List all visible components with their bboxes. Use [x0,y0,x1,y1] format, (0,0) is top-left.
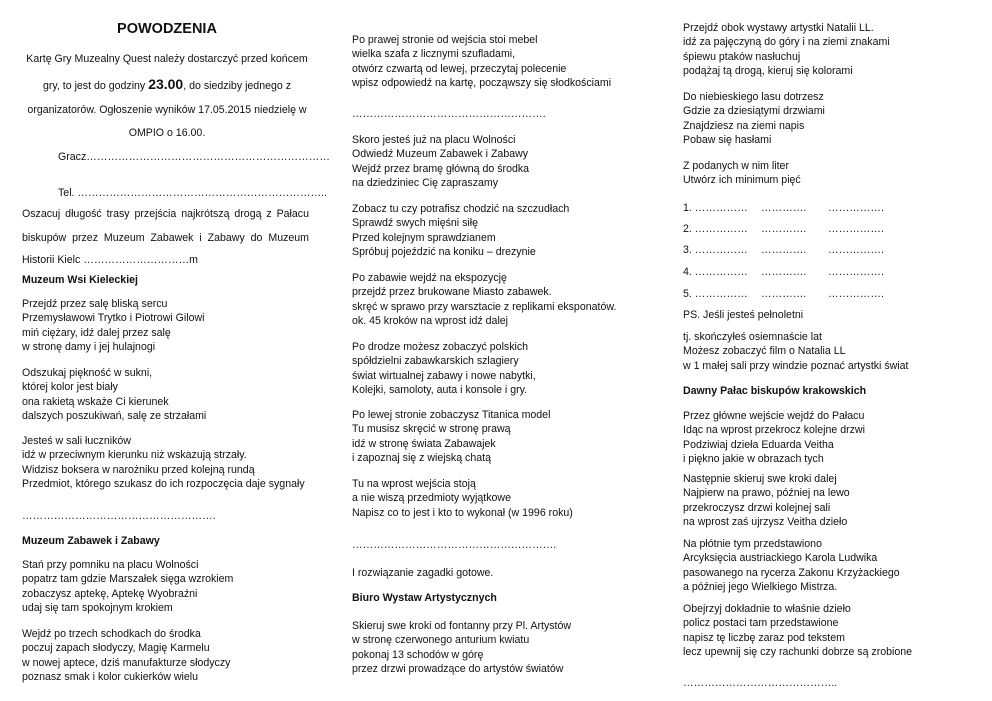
intro-line-3: organizatorów. Ogłoszenie wyników 17.05.2015 niedzielę w [27,104,307,116]
paragraph [683,21,890,79]
section-heading-zabawek: Muzeum Zabawek i Zabawy [22,535,160,547]
text-line: Kolejki, samoloty, auta i konsole i gry. [352,384,528,397]
word-blank[interactable]: ……………. [828,202,884,214]
text-line: Do niebieskiego lasu dotrzesz [683,91,824,103]
section-heading-wsi: Muzeum Wsi Kieleckiej [22,274,138,286]
word-blank[interactable]: …………. [761,288,807,300]
text-line: Skoro jesteś już na placu Wolności [352,134,516,146]
paragraph [683,330,909,373]
text-line: ona rakietą wskaże Ci kierunek [22,395,169,408]
text-line: spółdzielni zabawkarskich szlagiery [352,355,519,368]
text-line: policz postaci tam przedstawione [683,617,839,630]
word-answer-row[interactable] [683,243,884,257]
text-line: Jesteś w sali łuczników [22,435,131,447]
text-line: Po lewej stronie zobaczysz Titanica model [352,409,551,421]
solved-note: I rozwiązanie zagadki gotowe. [352,567,494,579]
estimate-line-2: biskupów przez Muzeum Zabawek i Zabawy do Muzeum [22,232,309,244]
word-blank[interactable]: 2. …………… [683,223,748,235]
text-line: Odwiedź Muzeum Zabawek i Zabawy [352,148,529,161]
paragraph [352,619,571,677]
text-line: Tu musisz skręcić w stronę prawą [352,423,511,436]
text-line: Przedmiot, którego szukasz do ich rozpoczęcia daje sygnały [22,478,305,491]
text-line: i piękno jakie w obrazach tych [683,453,824,466]
paragraph [683,602,912,660]
text-line: której kolor jest biały [22,381,118,394]
paragraph [22,366,206,424]
answer-line[interactable]: …………………………………………………. [352,539,557,551]
text-line: Z podanych w nim liter [683,160,789,172]
intro-line-2b: , do siedziby jednego z [183,80,292,92]
text-line: śpiewu ptaków nasłuchuj [683,50,801,63]
text-line: i zapoznaj się z wiejską chatą [352,452,491,465]
text-line: Przejdź obok wystawy artystki Natalii LL. [683,22,874,34]
text-line: Skieruj swe kroki od fontanny przy Pl. Artystów [352,620,572,632]
text-line: idź za pajęczyną do góry i na ziemi znakami [683,36,890,49]
text-line: Zobacz tu czy potrafisz chodzić na szczudłach [352,203,570,215]
page-title: POWODZENIA [117,21,217,37]
text-line: idź w stronę świata Zabawajek [352,437,496,450]
text-line: Widzisz boksera w narożniku przed kolejną rundą [22,463,255,476]
text-line: Utwórz ich minimum pięć [683,174,801,187]
text-line: zobaczysz aptekę, Aptekę Wyobraźni [22,587,198,600]
text-line: Na płótnie tym przedstawiono [683,538,822,550]
text-line: Po drodze możesz zobaczyć polskich [352,341,529,353]
word-blank[interactable]: 3. …………… [683,244,748,256]
paragraph [683,159,801,188]
text-line: idź w przeciwnym kierunku niż wskazują strzały. [22,449,247,462]
word-blank[interactable]: 1. …………… [683,202,748,214]
player-name-field[interactable]: Gracz…………………………………………………………… [58,151,330,163]
text-line: tj. skończyłeś osiemnaście lat [683,331,822,343]
text-line: otwórz czwartą od lewej, przeczytaj polecenie [352,62,567,75]
text-line: skręć w sprawo przy warsztacie z replikami eksponatów. [352,300,617,313]
word-answer-row[interactable] [683,201,884,215]
text-line: Po zabawie wejdź na ekspozycję [352,272,507,284]
text-line: pokonaj 13 schodów w górę [352,648,484,661]
ps-note: PS. Jeśli jesteś pełnoletni [683,309,804,321]
intro-line-2 [22,77,312,93]
text-line: Gdzie za dziesiątymi drzwiami [683,105,825,118]
text-line: wpisz odpowiedź na kartę, począwszy się słodkościami [352,77,612,90]
text-line: przekroczysz drzwi kolejnej sali [683,501,831,514]
paragraph [352,271,616,329]
text-line: Napisz co to jest i kto to wykonał (w 1996 roku) [352,506,573,519]
word-blank[interactable]: …………. [761,202,807,214]
paragraph [22,558,233,616]
word-answer-row[interactable] [683,222,884,236]
text-line: Stań przy pomniku na placu Wolności [22,559,199,571]
text-line: miń ciężary, idź dalej przez salę [22,326,171,339]
text-line: Wejdź po trzech schodkach do środka [22,628,201,640]
text-line: Znajdziesz na ziemi napis [683,119,805,132]
estimate-line-3[interactable]: Historii Kielc …………………………m [22,254,198,266]
text-line: na dziedziniec Cię zapraszamy [352,177,499,190]
text-line: Przemysławowi Trytko i Piotrowi Gilowi [22,312,205,325]
word-blank[interactable]: 4. …………… [683,266,748,278]
text-line: Sprawdź swych mięśni siłę [352,217,478,230]
paragraph [352,477,573,520]
text-line: wielka szafa z licznymi szufladami, [352,48,516,61]
text-line: w stronę damy i jej hulajnogi [22,341,156,354]
text-line: Możesz zobaczyć film o Natalia LL [683,345,846,358]
text-line: udaj się tam spokojnym krokiem [22,602,173,615]
text-line: Odszukaj piękność w sukni, [22,367,153,379]
text-line: Pobaw się hasłami [683,134,772,147]
text-line: pasowanego na rycerza Zakonu Krzyżackiego [683,566,900,579]
text-line: Spróbuj pojeździć na koniku – drezynie [352,246,536,259]
text-line: Wejdź przez bramę główną do środka [352,162,530,175]
paragraph [22,434,305,492]
word-blank[interactable]: ……………. [828,266,884,278]
estimate-line-1: Oszacuj długość trasy przejścia najkrótszą drogą z Pałacu [22,208,309,220]
deadline-time: 23.00 [148,76,184,92]
paragraph [22,627,230,685]
word-blank[interactable]: ……………. [828,223,884,235]
answer-line[interactable]: ………………………………………………. [22,510,216,522]
word-answer-row[interactable] [683,265,884,279]
text-line: dalszych poszukiwań, salę ze strzałami [22,410,207,423]
word-answer-row[interactable] [683,287,884,301]
text-line: przez drzwi prowadzące do artystów światów [352,663,564,676]
text-line: Idąc na wprost przekrocz kolejne drzwi [683,424,865,437]
intro-line-4: OMPIO o 16.00. [128,127,206,139]
text-line: Następnie skieruj swe kroki dalej [683,473,837,485]
text-line: Arcyksięcia austriackiego Karola Ludwika [683,552,878,565]
text-line: ok. 45 kroków na wprost idź dalej [352,315,509,328]
text-line: Podziwiaj dzieła Eduarda Veitha [683,438,834,451]
text-line: poczuj zapach słodyczy, Magię Karmelu [22,642,210,655]
text-line: w nowej aptece, dziś manufakturze słodyczy [22,656,231,669]
text-line: popatrz tam gdzie Marszałek sięga wzrokiem [22,573,234,586]
text-line: Obejrzyj dokładnie to właśnie dzieło [683,603,851,615]
text-line: Najpierw na prawo, później na lewo [683,487,850,500]
word-blank[interactable]: …………. [761,223,807,235]
text-line: przejdź przez brukowane Miasto zabawek. [352,286,552,299]
word-blank[interactable]: ……………. [828,244,884,256]
text-line: poznasz smak i kolor cukierków wielu [22,671,199,684]
text-line: Tu na wprost wejścia stoją [352,478,476,490]
paragraph [352,408,550,466]
answer-line[interactable]: ………………………………………………. [352,108,546,120]
section-heading-bwa: Biuro Wystaw Artystycznych [352,592,497,604]
paragraph [352,133,529,191]
word-blank[interactable]: 5. …………… [683,288,748,300]
text-line: Przed kolejnym sprawdzianem [352,231,496,244]
text-line: a później jego Wielkiego Mistrza. [683,581,838,594]
paragraph [352,202,569,260]
paragraph [352,340,536,398]
paragraph [683,472,850,530]
paragraph [352,33,611,91]
paragraph [22,297,204,355]
intro-line-1: Kartę Gry Muzealny Quest należy dostarczyć przed końcem [26,53,308,65]
text-line: na wprost zaś ujrzysz Veitha dzieło [683,516,848,529]
phone-field[interactable]: Tel. …………………………………………………………….. [58,187,327,199]
word-blank[interactable]: …………. [761,266,807,278]
section-heading-palac: Dawny Pałac biskupów krakowskich [683,385,867,397]
text-line: świat wirtualnej zabawy i nowe nabytki, [352,369,536,382]
paragraph [683,90,825,148]
text-line: w stronę czerwonego anturium kwiatu [352,634,530,647]
intro-line-2a: gry, to jest do godziny [42,80,149,92]
text-line: Przejdź przez salę bliską sercu [22,298,168,310]
text-line: lecz upewnij się czy rachunki dobrze są zrobione [683,646,913,659]
text-line: podążaj tą drogą, kieruj się kolorami [683,65,853,78]
word-blank[interactable]: …………. [761,244,807,256]
paragraph [683,537,900,595]
paragraph [683,409,865,467]
text-line: Przez główne wejście wejdź do Pałacu [683,410,865,422]
text-line: Po prawej stronie od wejścia stoi mebel [352,34,538,46]
text-line: napisz tę liczbę zaraz pod tekstem [683,631,845,644]
text-line: w 1 małej sali przy windzie poznać artystki świat [683,359,909,372]
word-blank[interactable]: ……………. [828,288,884,300]
text-line: a nie wiszą przedmioty wyjątkowe [352,492,511,505]
answer-line[interactable]: …………………………………….. [683,677,838,689]
